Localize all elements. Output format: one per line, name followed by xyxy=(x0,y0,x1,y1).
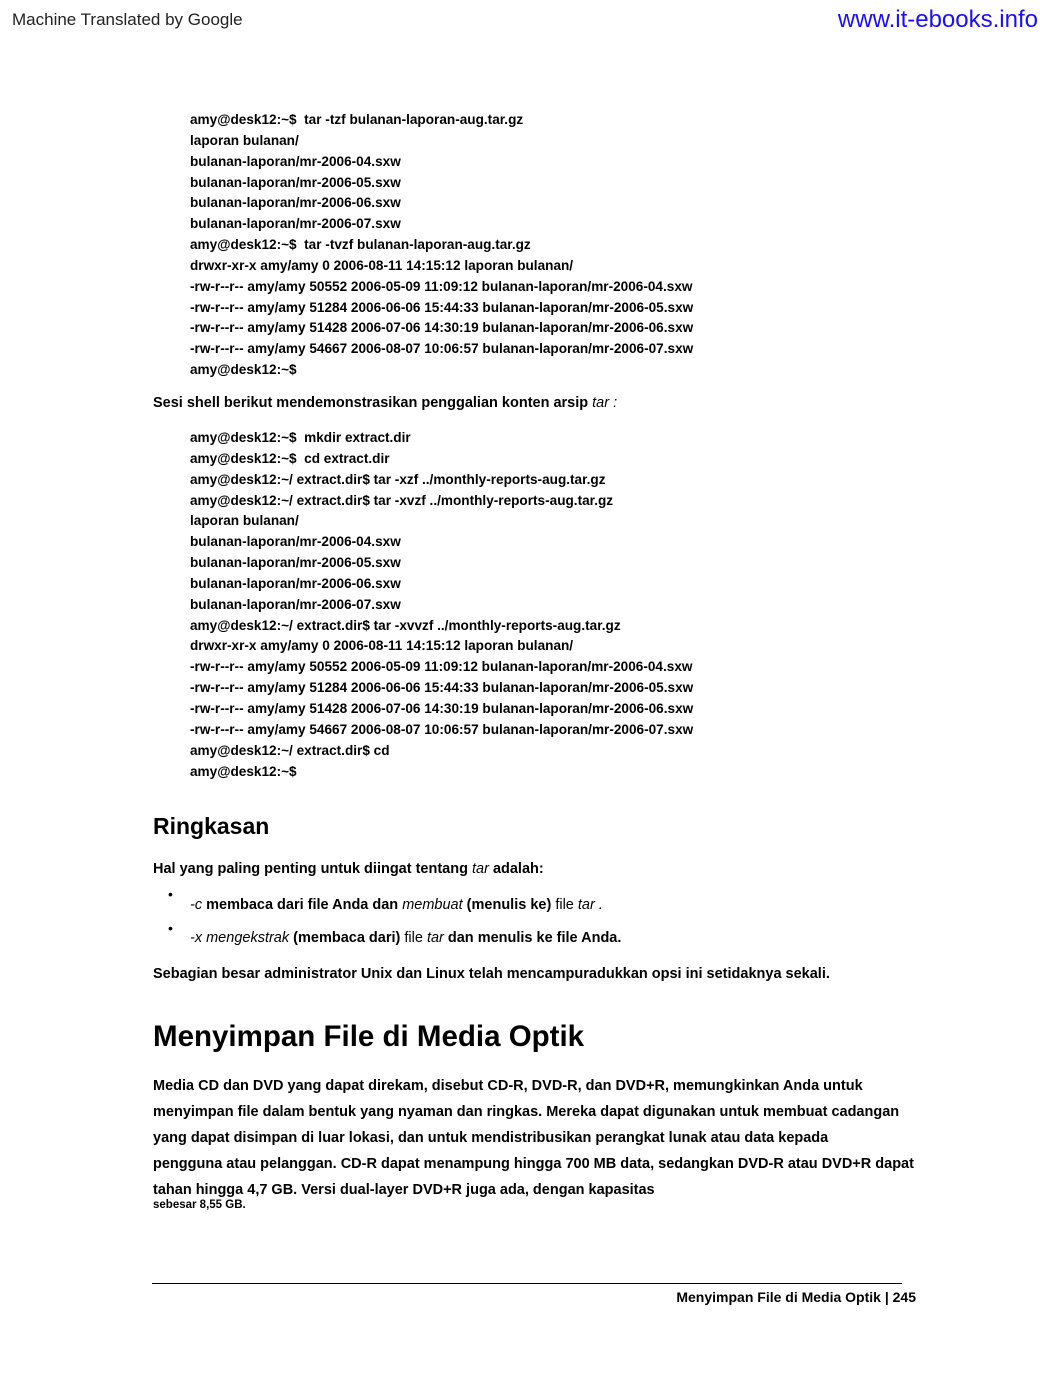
code-line: laporan bulanan/ xyxy=(190,513,299,529)
option-c: -c xyxy=(190,897,203,913)
bullet-dot: • xyxy=(168,886,173,902)
body-line: pengguna atau pelanggan. CD-R dapat menampung hingga 700 MB data, sedangkan DVD-R atau DVD+R dapat xyxy=(153,1156,914,1172)
body-line: menyimpan file dalam bentuk yang nyaman dan ringkas. Mereka dapat digunakan untuk membuat cadangan xyxy=(153,1104,900,1120)
page-footer: Menyimpan File di Media Optik | 245 xyxy=(676,1289,916,1305)
bullet-italic: tar . xyxy=(577,897,603,913)
bullet-italic: membuat xyxy=(402,897,463,913)
body-line: yang dapat disimpan di luar lokasi, dan untuk mendistribusikan perangkat lunak atau data kepada xyxy=(153,1130,829,1146)
code-line: bulanan-laporan/mr-2006-04.sxw xyxy=(190,534,401,550)
code-line: amy@desk12:~$ tar -tvzf bulanan-laporan-aug.tar.gz xyxy=(190,237,531,253)
code-line: drwxr-xr-x amy/amy 0 2006-08-11 14:15:12 laporan bulanan/ xyxy=(190,638,574,654)
code-line: bulanan-laporan/mr-2006-07.sxw xyxy=(190,596,401,612)
bullet-item-c xyxy=(190,897,603,913)
code-line: amy@desk12:~$ cd extract.dir xyxy=(190,450,390,466)
code-line: amy@desk12:~$ xyxy=(190,763,297,779)
bullet-item-x xyxy=(190,930,621,946)
code-line: drwxr-xr-x amy/amy 0 2006-08-11 14:15:12 laporan bulanan/ xyxy=(190,257,574,273)
code-line: -rw-r--r-- amy/amy 50552 2006-05-09 11:09:12 bulanan-laporan/mr-2006-04.sxw xyxy=(190,278,693,294)
code-line: amy@desk12:~/ extract.dir$ tar -xvzf ../monthly-reports-aug.tar.gz xyxy=(190,492,614,508)
bullet-dot: • xyxy=(168,920,173,936)
bullet-text: (menulis ke) xyxy=(462,897,552,913)
section-heading: Menyimpan File di Media Optik xyxy=(153,1020,585,1053)
code-line: bulanan-laporan/mr-2006-07.sxw xyxy=(190,216,401,232)
bullet-text: (membaca dari) xyxy=(289,930,401,946)
summary-lead-text: Hal yang paling penting untuk diingat tentang xyxy=(153,861,472,877)
code-line: amy@desk12:~/ extract.dir$ tar -xvvzf ../monthly-reports-aug.tar.gz xyxy=(190,617,621,633)
bullet-italic: tar xyxy=(426,930,444,946)
summary-lead xyxy=(153,861,544,877)
code-line: -rw-r--r-- amy/amy 51284 2006-06-06 15:44:33 bulanan-laporan/mr-2006-05.sxw xyxy=(190,299,694,315)
intro-text: Sesi shell berikut mendemonstrasikan penggalian konten arsip xyxy=(153,395,593,411)
code-line: -rw-r--r-- amy/amy 54667 2006-08-07 10:06:57 bulanan-laporan/mr-2006-07.sxw xyxy=(190,341,694,357)
code-line: -rw-r--r-- amy/amy 50552 2006-05-09 11:09:12 bulanan-laporan/mr-2006-04.sxw xyxy=(190,659,693,675)
code-line: amy@desk12:~$ tar -tzf bulanan-laporan-aug.tar.gz xyxy=(190,112,524,127)
summary-closing: Sebagian besar administrator Unix dan Linux telah mencampuradukkan opsi ini setidaknya sekali. xyxy=(153,966,830,982)
code-line: bulanan-laporan/mr-2006-06.sxw xyxy=(190,575,401,591)
section-body xyxy=(153,1073,993,1213)
site-link[interactable]: www.it-ebooks.info xyxy=(837,6,1038,33)
code-block-tar-extract xyxy=(190,428,693,782)
bullet-text: membaca dari file Anda dan xyxy=(202,897,403,913)
code-line: bulanan-laporan/mr-2006-05.sxw xyxy=(190,174,401,190)
code-line: -rw-r--r-- amy/amy 51284 2006-06-06 15:44:33 bulanan-laporan/mr-2006-05.sxw xyxy=(190,680,694,696)
footer-rule xyxy=(152,1283,902,1284)
summary-lead-end: adalah: xyxy=(488,861,544,877)
bullet-text: file xyxy=(551,897,578,913)
body-line: tahan hingga 4,7 GB. Versi dual-layer DVD+R juga ada, dengan kapasitas xyxy=(153,1182,655,1198)
code-line: bulanan-laporan/mr-2006-05.sxw xyxy=(190,555,401,571)
code-line: amy@desk12:~$ xyxy=(190,362,297,378)
code-line: amy@desk12:~/ extract.dir$ cd xyxy=(190,742,390,758)
intro-sentence xyxy=(153,395,617,411)
code-line: amy@desk12:~/ extract.dir$ tar -xzf ../monthly-reports-aug.tar.gz xyxy=(190,471,606,487)
code-line: amy@desk12:~$ mkdir extract.dir xyxy=(190,430,411,445)
code-line: -rw-r--r-- amy/amy 54667 2006-08-07 10:06:57 bulanan-laporan/mr-2006-07.sxw xyxy=(190,721,694,737)
summary-heading: Ringkasan xyxy=(153,813,270,839)
code-block-tar-list xyxy=(190,110,693,381)
intro-italic: tar : xyxy=(592,395,618,411)
code-line: laporan bulanan/ xyxy=(190,132,299,148)
option-x: -x mengekstrak xyxy=(190,930,290,946)
body-line: Media CD dan DVD yang dapat direkam, disebut CD-R, DVD-R, dan DVD+R, memungkinkan Anda untuk xyxy=(153,1078,863,1094)
summary-lead-italic: tar xyxy=(472,861,489,877)
code-line: -rw-r--r-- amy/amy 51428 2006-07-06 14:30:19 bulanan-laporan/mr-2006-06.sxw xyxy=(190,700,694,716)
code-line: bulanan-laporan/mr-2006-04.sxw xyxy=(190,153,401,169)
body-line-small: sebesar 8,55 GB. xyxy=(153,1199,246,1211)
code-line: bulanan-laporan/mr-2006-06.sxw xyxy=(190,195,401,211)
machine-translated-note: Machine Translated by Google xyxy=(12,10,243,29)
code-line: -rw-r--r-- amy/amy 51428 2006-07-06 14:30:19 bulanan-laporan/mr-2006-06.sxw xyxy=(190,320,694,336)
bullet-text: dan menulis ke file Anda. xyxy=(443,930,622,946)
bullet-text: file xyxy=(400,930,427,946)
